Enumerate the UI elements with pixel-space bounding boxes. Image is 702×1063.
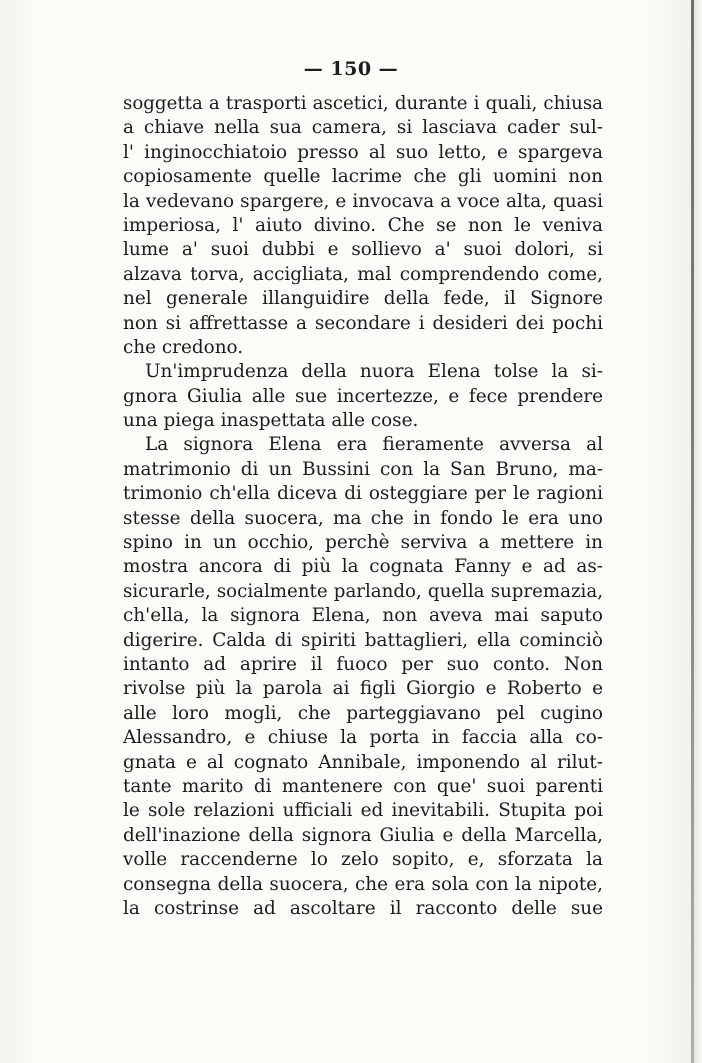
text-line: imperiosa, l' aiuto divino. Che se non le veniva (123, 214, 603, 236)
text-line: l' inginocchiatoio presso al suo letto, e spargeva (123, 141, 603, 163)
text-line: la vedevano spargere, e invocava a voce alta, quasi (123, 190, 603, 212)
page-edge-shadow (694, 0, 702, 1063)
text-line: soggetta a trasporti ascetici, durante i quali, chiusa (123, 93, 603, 114)
text-line: sicurarle, socialmente parlando, quella supremazia, (123, 580, 603, 602)
text-line: trimonio ch'ella diceva di osteggiare per le ragioni (123, 483, 603, 505)
text-line: alzava torva, accigliata, mal comprendendo come, (123, 263, 603, 285)
text-line: lume a' suoi dubbi e sollievo a' suoi dolori, si (123, 239, 603, 261)
text-line: la costrinse ad ascoltare il racconto delle sue (123, 897, 603, 919)
page-number: — 150 — (303, 58, 399, 80)
page-edge-binding (691, 0, 694, 1063)
text-line: consegna della suocera, che era sola con la nipote, (123, 873, 603, 895)
text-line: rivolse più la parola ai figli Giorgio e Roberto e (123, 678, 603, 700)
paragraph (123, 92, 603, 360)
text-line: La signora Elena era fieramente avversa al (145, 434, 603, 456)
text-line: Un'imprudenza della nuora Elena tolse la si- (145, 361, 603, 383)
text-line: Alessandro, e chiuse la porta in faccia alla co- (123, 727, 603, 749)
text-line: a chiave nella sua camera, si lasciava cader sul- (123, 117, 603, 139)
text-line: alle loro mogli, che parteggiavano pel cugino (123, 702, 603, 724)
paragraph (123, 433, 603, 921)
text-line: spino in un occhio, perchè serviva a mettere in (123, 532, 603, 554)
text-line: matrimonio di un Bussini con la San Bruno, ma- (123, 458, 603, 480)
text-line: una piega inaspettata alle cose. (123, 410, 419, 432)
text-line: mostra ancora di più la cognata Fanny e ad as- (123, 556, 603, 578)
text-line: nel generale illanguidire della fede, il Signore (123, 288, 603, 310)
paragraph (123, 360, 603, 433)
text-line: copiosamente quelle lacrime che gli uomini non (123, 166, 603, 188)
text-line: digerire. Calda di spiriti battaglieri, ella cominciò (123, 629, 603, 651)
text-line: stesse della suocera, ma che in fondo le era uno (123, 507, 603, 529)
text-line: ch'ella, la signora Elena, non aveva mai saputo (123, 605, 603, 627)
text-line: le sole relazioni ufficiali ed inevitabili. Stupita poi (123, 800, 603, 822)
body-text (123, 92, 603, 921)
text-line: dell'inazione della signora Giulia e della Marcella, (123, 824, 603, 846)
text-line: volle raccenderne lo zelo sopito, e, sforzata la (123, 849, 603, 871)
text-line: che credono. (123, 336, 244, 358)
text-line: tante marito di mantenere con que' suoi parenti (123, 775, 603, 797)
text-line: intanto ad aprire il fuoco per suo conto. Non (123, 653, 603, 675)
text-line: non si affrettasse a secondare i desideri dei pochi (123, 312, 603, 334)
text-line: gnata e al cognato Annibale, imponendo al rilut- (123, 751, 603, 773)
text-line: gnora Giulia alle sue incertezze, e fece prendere (123, 385, 603, 407)
